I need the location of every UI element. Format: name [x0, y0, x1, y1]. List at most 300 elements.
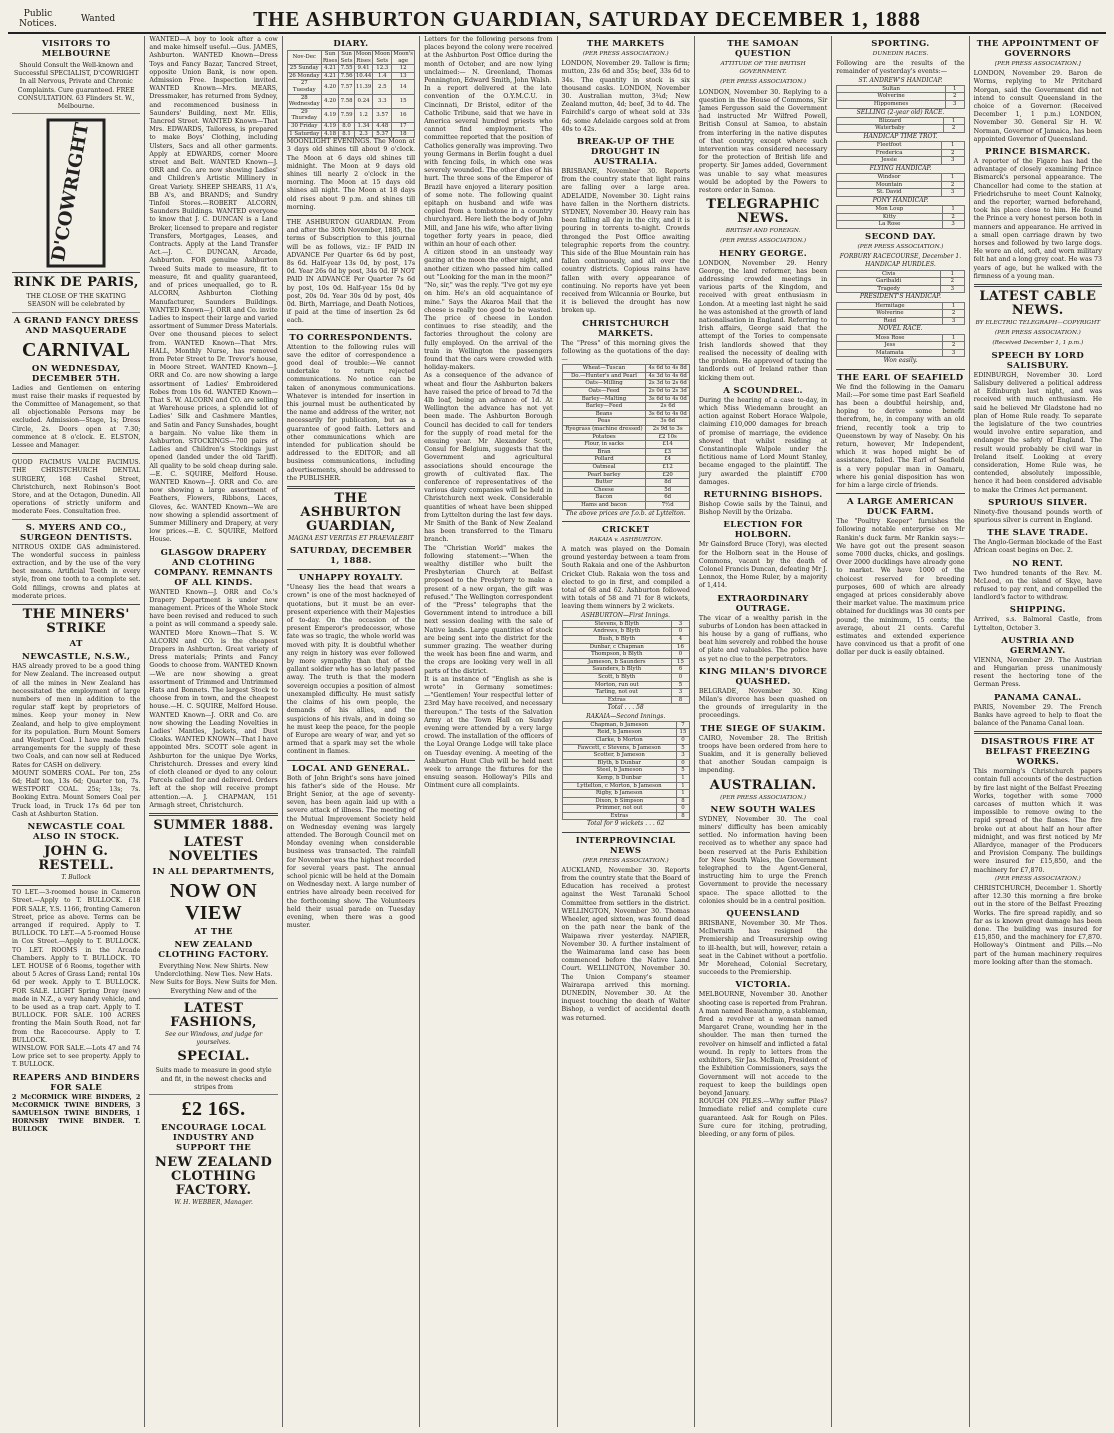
table-cell: 4.21 — [321, 65, 339, 73]
races2-body — [837, 270, 964, 293]
letter-list: Letters for the following persons from places beyond the colony were received at the Ashburton Post Office during the month of October, and are now lying unclaimed:— N. Greenland, Thomas Pennington, Edward Smith, John Walsh. — [424, 36, 553, 85]
race-row — [837, 349, 964, 357]
table-cell: 4 — [672, 636, 690, 644]
table-cell: 1 — [943, 302, 964, 310]
earl-text: We find the following in the Oamaru Mail:—For some time past Earl Seafield has been a doubtful heirship, and, hoping to derive some benefit therefrom, he, in company with an old friend, recently took a trip to Queenstown by way of Naseby. On his return, however, Mr Independent, which it was hoped might be of assistance, failed. The Earl of Seafield is a very popular man in Oamaru, where his genial disposition has won for him a large circle of friends. — [836, 383, 965, 489]
suit-price: £2 16S. — [181, 1097, 246, 1120]
diary-row — [287, 122, 414, 130]
race-name: PONY HANDICAP. — [872, 196, 929, 204]
race-row — [837, 221, 964, 229]
appt-assoc: [PER PRESS ASSOCIATION.] — [994, 61, 1081, 67]
table-cell: 2s 0d to 2s 3d — [646, 388, 689, 396]
innings2-total: Total for 9 wickets . . . 62 — [587, 820, 665, 828]
table-cell: 1 — [941, 142, 964, 150]
table-cell: 3 — [943, 349, 964, 357]
table-cell: 2 — [941, 181, 964, 189]
fire-title: DISASTROUS FIRE AT BELFAST FREEZING WORKS. — [980, 737, 1095, 768]
factory-name: NEW ZEALAND CLOTHING FACTORY. — [154, 1154, 273, 1198]
duck-title: A LARGE AMERICAN DUCK FARM. — [846, 497, 954, 518]
table-cell: Garibaldi — [837, 278, 941, 286]
prices-note: The above prices are f.o.b. at Lyttelton. — [565, 509, 686, 517]
reapers-list: 2 McCORMICK WIRE BINDERS, 2 McCORMICK TWINE BINDERS, 3 SAMUELSON TWINE BINDERS, 1 HORNSBY TWINE BINDER. T. BULLOCK — [12, 1093, 141, 1134]
table-cell: Barley—Feed — [562, 403, 646, 411]
now-on-view: NOW ON VIEW — [170, 880, 258, 925]
table-cell: 7.57 — [339, 80, 354, 94]
table-cell: £3 — [646, 448, 689, 456]
table-cell: Reid — [837, 317, 943, 325]
innings1-total: Total . . . 58 — [607, 704, 644, 712]
visitors-heading: VISITORS TO MELBOURNE — [41, 39, 111, 59]
sporting-title: SPORTING. — [871, 39, 930, 49]
carnival-date: ON WEDNESDAY, DECEMBER 5TH. — [31, 363, 121, 384]
price-row — [562, 388, 689, 396]
paper-motto: MAGNA EST VERITAS ET PRAEVALEBIT — [288, 535, 414, 543]
markets-assoc: (PER PRESS ASSOCIATION.) — [582, 51, 669, 57]
race-row — [837, 206, 964, 214]
race-row — [837, 93, 964, 101]
masthead-center-label: Wanted — [80, 14, 116, 24]
batting-row — [562, 689, 689, 697]
specialist-ad: Should Consult the Well-known and Successful SPECIALIST, D'COWRIGHT In all Nervous, Private and Chronic Complaints. Cure guaranteed. FREE CONSULTATION. 63 Flinders St. W., Melbourne. — [12, 60, 140, 114]
table-cell: Oats—Milling — [562, 380, 646, 388]
table-cell: Sultan — [837, 85, 946, 93]
silver-text: Ninety-five thousand pounds worth of spurious silver is current in England. — [973, 508, 1102, 524]
innings2-table — [562, 721, 690, 821]
race-table — [836, 141, 964, 165]
table-cell: Cheese — [562, 486, 646, 494]
table-cell: 4.20 — [321, 94, 339, 108]
table-cell: 0 — [677, 759, 690, 767]
table-cell: 3 — [941, 157, 964, 165]
table-cell: Jess — [837, 342, 943, 350]
price-row — [562, 501, 689, 509]
table-cell: Kitty — [837, 213, 942, 221]
appt-text: LONDON, November 29. Baron de Worms, replying to Mr Pritchard Morgan, said the Government did not intend to consult Queensland in the choice of a Governor. (Received December 1, 1 p.m.) LONDON, November 30. General Sir H. W. Norman, Governor of Jamaica, has been appointed Governor of Queensland. — [973, 70, 1102, 143]
table-cell: Beans — [562, 410, 646, 418]
table-cell: 2 — [941, 278, 965, 286]
column-2 — [145, 36, 282, 1427]
drought-title: BREAK-UP OF THE DROUGHT IN AUSTRALIA. — [576, 137, 675, 168]
george-title: HENRY GEORGE. — [718, 248, 808, 259]
race-row — [837, 213, 964, 221]
shipping-title: SHIPPING. — [1009, 605, 1066, 616]
at-the: AT THE — [194, 927, 233, 938]
rink-text: THE CLOSE OF THE SKATING SEASON will be celebrated by — [12, 291, 140, 312]
price-row — [562, 372, 689, 380]
holborn-title: ELECTION FOR HOLBORN. — [723, 520, 803, 541]
forbury-heading: FORBURY RACECOURSE, December 1. HANDICAP HURDLES. — [839, 253, 962, 269]
drought-text: BRISBANE, November 30. Reports from the country state that light rains are falling over a large area. ADELAIDE, November 30. Light rains have fallen in the Northern districts. SYDNEY, November 30. Heavy rain has been falling all day in the city, and it is pouring in torrents to-night. Crowds thronged the Post Office awaiting telegraphic reports from the country. This side of the Blue Mountain rain has fallen continuously, and all over the country districts. Copious rains have fallen with every appearance of continuing. No reports have yet been received from Wilcannia or Bourke, but it is believed the drought has now broken up. — [561, 168, 690, 315]
strike-at: AT — [69, 639, 83, 650]
reapers-heading: REAPERS AND BINDERS FOR SALE — [12, 1072, 140, 1093]
table-cell: Tragedy — [837, 285, 941, 293]
race-row — [837, 174, 964, 182]
duck-text: The "Poultry Keeper" furnishes the following notable enterprise on Mr Rankin's duck farm. Mr Rankin says:—We have got out the present season some 7000 ducks, chicks, and goslings. Over 2000 ducklings have already gone to market. We have 1000 of the choicest reserved for breeding purposes, 600 of which are already engaged at prices considerably above their market value. The maximum price obtained for ducklings was 30 cents per pound; the minimum, 15 cents; the average, about 21 cents. Careful estimates and extended experience have convinced us that a profit of one dollar per duck is easily obtained. — [836, 518, 965, 657]
table-cell: 16 — [392, 108, 415, 122]
race-row — [837, 334, 964, 342]
diary-header-cell: Sun Sets — [340, 51, 353, 64]
diary-header-cell: Nov-Dec — [287, 51, 321, 65]
table-cell: 16 — [672, 643, 690, 651]
column-3 — [283, 36, 420, 1427]
local-title: LOCAL AND GENERAL. — [291, 763, 411, 774]
panama-title: PANAMA CANAL. — [994, 692, 1082, 703]
diary-header-cell: Sun Rises — [322, 51, 338, 64]
race-table — [836, 173, 964, 197]
outrage-text: The vicar of a wealthy parish in the suburbs of London has been attacked in his house by a gang of ruffians, who beat him severely and robbed the house of plate and valuables. The police have as yet no clue to the perpetrators. — [698, 614, 828, 663]
table-cell: Windsor — [837, 174, 941, 182]
carnival-title: CARNIVAL — [21, 338, 131, 361]
table-cell: Kemp, b Dunbar — [562, 774, 677, 782]
race-row — [837, 278, 964, 286]
received-label: (Received December 1, 1 p.m.) — [992, 340, 1084, 347]
table-cell: 7.56 — [340, 72, 353, 79]
suits-text: Suits made to measure in good style and fit, in the newest checks and stripes from — [149, 1065, 277, 1095]
diary-row — [287, 94, 414, 108]
diary-header-row — [287, 51, 414, 65]
table-cell: 1 — [943, 334, 964, 342]
table-cell: 12 — [392, 65, 415, 73]
table-cell: Civis — [837, 270, 941, 278]
race-name: HANDICAP TIME TROT. — [863, 132, 938, 140]
table-cell: Oats—Feed — [562, 388, 646, 396]
table-cell: 3 — [941, 189, 964, 197]
batting-row — [562, 666, 689, 674]
price-row — [562, 403, 689, 411]
table-cell: 1 — [943, 117, 964, 125]
batting-row — [562, 759, 689, 767]
table-cell: 3s 6d to 4s 0d — [646, 395, 689, 403]
table-cell: 2 — [945, 93, 964, 101]
column-1 — [8, 36, 145, 1427]
dcowright-logo — [12, 118, 140, 268]
table-cell: 2 — [943, 310, 964, 318]
table-cell: 8 — [677, 812, 690, 820]
races2-table — [836, 270, 964, 294]
table-cell: 14 — [392, 80, 415, 94]
batting-row — [562, 744, 689, 752]
wanted-ads: WANTED—A boy to look after a cow and make himself useful.—Gus. JAMES, Ashburton. WANTED Known—Dress Toys and Fancy Bazar, Tancred Street, opposite Union Bank, is now open. Admission Free. Inspection invited. WANTED Known—Mrs. MEARS, Dressmaker, has returned from Sydney, and recommenced business in Saunders' Building, next Mr. Ellis, Tancred Street. WANTED Known—That Mrs. EDWARDS, Tailoress, is prepared to make Boys' Clothing, including Ulsters, Sacs and all other garments. Apply at EDWARDS, corner Moore street and Belt. WANTED Known—J. ORR and Co. are now showing Ladies' and Children's Artistic Millinery in Great Variety. SHEEP SHEARS, 11 A's, BB A's, and BRANDS; and Sundry Tinfoil Stores.—ROBERT ALCORN, Saunders Buildings. WANTED everyone to know that J. C. DUNCAN is a Land Broker, licensed to prepare and register Transfers, Mortgages, Leases, and Contracts. Apply at the Land Transfer Act.—J. C. DUNCAN, Arcade, Ashburton. FOR genuine Ashburton Tweed Suits made to measure, fit to measure, fit and quality guaranteed, and of prices unequalled, go to R. ALCORN, Ashburton Clothing Manufacturer, Saunders Buildings. WANTED Known—J. ORR and Co. invite Ladies to inspect their large and varied assortment of Summer Dress Materials. Over one thousand pieces to select from. WANTED Known—That Mrs. HALL, Monthly Nurse, has removed from Peter Street to Dr. Trevor's house, in Moore Street. WANTED Known—J. ORR and Co. are now showing a large assortment of Ladies' Embroidered Robes from 10s 6d. WANTED Known—That S. W. ALCORN and CO. are selling at Warehouse prices, a splendid lot of Ladies' Silk and Cashmere Mantles, and Satin and Fancy Sunshades, bought a bargain. No value like them in Ashburton. STOCKINGS—700 pairs of Ladies and Children's Stockings just opened (landed under the old Tariff). All quality to be sold cheap during sale.—E. C. SQUIRE, Melford House. WANTED Known—J. ORR and Co. are now showing a large assortment of Feathers, Flowers, Ribbons, Laces, Gloves, &c. WANTED Known—We are now showing a splendid assortment of Summer Millinery and Drapery, at very low prices.—E. C. SQUIRE, Melford House. — [149, 36, 278, 544]
table-cell: 15 — [672, 658, 690, 666]
carnival-body: Ladies and Gentlemen on entering must raise their masks if requested by the Committee of Management, so that all objectionable Persons may be excluded. Admission—Stage, 1s; Dress Circle, 2s. Doors open at 7.30; commence at 8 o'clock. E. ELSTON, Lessee and Manager. — [12, 384, 141, 450]
table-cell: Potatoes — [562, 433, 646, 441]
batting-row — [562, 721, 689, 729]
table-cell: £12 — [646, 464, 689, 472]
table-cell: 15 — [677, 729, 690, 737]
table-cell: 0 — [677, 736, 690, 744]
column-8 — [970, 36, 1106, 1427]
race-row — [837, 101, 964, 109]
diary-header-cell: Moon Sets — [374, 51, 391, 64]
table-cell: 3 — [677, 752, 690, 760]
race-row — [837, 285, 964, 293]
table-cell: 5.37 — [373, 130, 392, 138]
diary-row — [287, 108, 414, 122]
vic-text: MELBOURNE, November 30. Another shooting case is reported from Prahran. A man named Beauchamp, a stableman, fired a revolver at a woman named Margaret Crane, wounding her in the shoulder. The man then turned the revolver on himself and inflicted a fatal wound. In reply to letters from the exhibitors, Sir Jas. McBain, President of the Exhibition Commissioners, says the Government will not accede to the request to keep the buildings open beyond January. — [698, 991, 828, 1097]
price-row — [562, 380, 689, 388]
batting-row — [562, 636, 689, 644]
batting-row — [562, 658, 689, 666]
table-cell: Dunbar, c Chapman — [562, 643, 672, 651]
encourage-text: ENCOURAGE LOCAL INDUSTRY AND SUPPORT THE — [161, 1122, 267, 1153]
diary-body — [287, 65, 414, 138]
price-row — [562, 494, 689, 502]
table-cell: £2 10s — [646, 433, 689, 441]
table-cell: 0.24 — [354, 94, 373, 108]
suakim-text: CAIRO, November 28. The British troops have been ordered from here to Suakim, and it is generally believed that another Soudan campaign is impending. — [698, 734, 828, 775]
table-cell: 2 — [943, 125, 964, 133]
diary-table — [287, 50, 415, 138]
table-cell: Peas — [562, 418, 646, 426]
table-cell: 3.3 — [373, 94, 392, 108]
price-row — [562, 471, 689, 479]
fire-text: This morning's Christchurch papers contain full accounts of the destruction by fire last night of the Belfast Freezing Works, together with some 7000 carcases of mutton which it was impossible to remove owing to the rapid spread of the flames. The fire broke out at about half an hour after midnight, and was first noticed by Mr Allardyce, manager of the Producers and Provision Company. The buildings were insured for £15,850, and the machinery for £7,870. — [973, 768, 1102, 874]
table-cell: Hermitage — [837, 302, 943, 310]
table-cell: 4.20 — [321, 80, 339, 94]
masthead-left-label: Public Notices. — [19, 9, 57, 29]
table-cell: Jessie — [837, 157, 942, 165]
race-row — [837, 181, 964, 189]
table-cell: Bush, b Blyth — [562, 636, 672, 644]
table-cell: Hippomenes — [837, 101, 946, 109]
bismarck-title: PRINCE BISMARCK. — [985, 147, 1091, 158]
table-cell: 29 Thursday — [287, 108, 321, 122]
table-cell: 4s 3d to 4s 6d — [646, 372, 689, 380]
race-row — [837, 189, 964, 197]
price-row — [562, 395, 689, 403]
table-cell: Reid, b Jameson — [562, 729, 677, 737]
table-cell: Waterbaby — [837, 125, 943, 133]
table-cell: Saunders, b Blyth — [562, 666, 672, 674]
innings2-title: RAKAIA—Second Innings. — [586, 712, 666, 720]
table-cell: 18 — [392, 130, 415, 138]
race-results — [836, 77, 964, 229]
innings1-table — [562, 620, 690, 705]
samoan-text: LONDON, November 30. Replying to a question in the House of Commons, Sir James Fergusson said the Government had instructed Mr Wilfred Powell, British Consul at Samoa, to abstain from interfering in the native disputes of that country, except where such intervention was considered necessary for the protection of British life and property. Sir James added, Government was unable to say what measures would be adopted by the Powers to restore order in Samoa. — [698, 88, 828, 195]
race-table — [836, 117, 964, 133]
table-cell: Andrews, b Blyth — [562, 628, 672, 636]
batting-row — [562, 643, 689, 651]
table-cell: Bran — [562, 448, 646, 456]
batting-row — [562, 736, 689, 744]
table-cell: 3 — [941, 285, 965, 293]
races3-body — [837, 302, 964, 325]
slave-title: THE SLAVE TRADE. — [987, 528, 1089, 539]
table-cell: 3.57 — [373, 108, 392, 122]
earl-title: THE EARL OF SEAFIELD — [837, 372, 964, 383]
table-cell: 6d — [646, 494, 689, 502]
table-cell: Jameson, b Saunders — [562, 658, 672, 666]
table-cell: Wolverine — [837, 93, 946, 101]
bishops-title: RETURNING BISHOPS. — [703, 489, 823, 500]
austria-title: AUSTRIA AND GERMANY. — [1001, 635, 1075, 656]
salisbury-text: EDINBURGH, November 30. Lord Salisbury delivered a political address at Edinburgh last night, and was received with much enthusiasm. He said he believed Mr Gladstone had no plan of Home Rule ready. To separate the legislature of the two countries would involve entire separation, and endanger the safety of England. The result would probably be civil war in Ireland itself. Looking at every consideration, Home Rule was, he contended, absolutely impossible, hence it had been considered advisable to make the Crimes Act permanent. — [973, 371, 1102, 494]
race-row — [837, 149, 964, 157]
paper-date: SATURDAY, DECEMBER 1, 1888. — [289, 546, 412, 567]
table-cell: Matamata — [837, 349, 943, 357]
table-cell: Morton, run out — [562, 681, 672, 689]
races3-table — [836, 302, 964, 326]
table-cell: Blizzard — [837, 117, 943, 125]
dental-ad: QUOD FACIMUS VALDE FACIMUS. THE CHRISTCHURCH DENTAL SURGERY, 168 Cashel Street, Christchurch, next Robinson's Boot Store, and at the Octagon, Dunedin. All operations of strictly uniform and moderate Fees. Consultation free. — [12, 457, 140, 519]
paper-title: THE ASHBURTON GUARDIAN, — [300, 491, 402, 535]
dcowright-logo-graphic — [26, 118, 126, 268]
table-cell: 4s 6d to 4s 8d — [646, 365, 689, 373]
race-name: FLYING HANDICAP. — [869, 164, 932, 172]
see-windows: See our Windows, and judge for yourselves. — [164, 1030, 263, 1047]
table-cell: Wheat—Tuscan — [562, 365, 646, 373]
shipping-text: Arrived, s.s. Balmoral Castle, from Lyttelton, October 3. — [973, 616, 1102, 632]
samoan-assoc: (PER PRESS ASSOCIATION.) — [720, 79, 806, 86]
milan-title: KING MILAN'S DIVORCE QUASHED. — [698, 666, 828, 687]
prices-table — [562, 364, 690, 509]
batting-row — [562, 628, 689, 636]
batting-row — [562, 805, 689, 813]
qld-text: BRISBANE, November 30. Mr Thos. McIlwraith has resigned the Premiership and Treasurership owing to ill-health, but will, however, retain a seat in the Cabinet without a portfolio. Mr Morehead, Colonial Secretary, succeeds to the Premiership. — [698, 920, 828, 977]
table-cell: 2 — [943, 342, 964, 350]
suakim-title: THE SIEGE OF SUAKIM. — [700, 723, 826, 734]
winslow-ad: WINSLOW. FOR SALE.—Lots 47 and 74 Low price set to see property. Apply to T. BULLOCK. — [12, 1045, 141, 1069]
price-row — [562, 448, 689, 456]
race-table — [836, 85, 964, 109]
samoan-title: THE SAMOAN QUESTION — [727, 39, 799, 59]
table-cell: 2 — [941, 149, 964, 157]
table-cell: 1 — [942, 206, 964, 214]
tele-assoc: (PER PRESS ASSOCIATION.) — [720, 238, 806, 245]
table-cell: 5d — [646, 486, 689, 494]
table-cell: 1 — [677, 790, 690, 798]
table-cell: Do.—Hunter's and Pearl — [562, 372, 646, 380]
batting-row — [562, 774, 689, 782]
manager-name: W. H. WEBBER, Manager. — [174, 1198, 253, 1206]
price-row — [562, 464, 689, 472]
table-cell: Fawcett, c Stevens, b Jameson — [562, 744, 677, 752]
table-cell: £14 — [646, 441, 689, 449]
samoan-sub: ATTITUDE OF THE BRITISH GOVERNMENT. — [720, 61, 806, 76]
batting-row — [562, 782, 689, 790]
column-4 — [420, 36, 557, 1427]
price-row — [562, 426, 689, 434]
coal-label: NEWCASTLE COAL ALSO IN STOCK. — [27, 821, 125, 842]
subscription-terms: THE ASHBURTON GUARDIAN. From and after the 30th November, 1885, the terms of Subscription to this journal will be as follows, viz.: IF PAID IN ADVANCE Per Quarter 6s 6d by post, 8s 6d. Half-year 13s 0d, by post, 17s 0d. Year 26s 0d by post, 34s 0d. IF NOT PAID IN ADVANCE Per Quarter 7s 6d by post, 10s 0d. Half-year 15s 0d by post, 20s 0d. Year 30s 0d by post, 40s 0d. Birth, Marriage, and Death Notices, if paid at the time of insertion 2s 6d each. — [286, 218, 416, 325]
latest-cable-title: LATEST CABLE NEWS. — [979, 289, 1097, 319]
silver-title: SPURIOUS SILVER. — [988, 497, 1088, 508]
table-cell: 4.21 — [321, 72, 339, 80]
table-cell: Wolverine — [837, 310, 943, 318]
table-cell: Primmer, not out — [562, 805, 677, 813]
price-row — [562, 456, 689, 464]
table-cell: 13 — [392, 72, 415, 80]
table-cell: Hams and bacon — [562, 501, 646, 509]
innings2-body — [562, 721, 689, 820]
batting-row — [562, 797, 689, 805]
intercol-assoc: (PER PRESS ASSOCIATION.) — [582, 857, 669, 864]
table-cell: 1 — [677, 782, 690, 790]
races4-table — [836, 334, 964, 358]
fire-assoc: (PER PRESS ASSOCIATION.) — [994, 875, 1081, 882]
price-row — [562, 441, 689, 449]
table-cell: Scott, b Blyth — [562, 673, 672, 681]
table-cell: Mountain — [837, 181, 941, 189]
batting-row — [562, 812, 689, 820]
race-name: ST. ANDREW'S HANDICAP. — [858, 76, 943, 84]
innings1-body — [562, 620, 689, 704]
table-cell: Rigby, b Jameson — [562, 790, 677, 798]
table-cell: 10.44 — [355, 72, 372, 79]
table-cell: 7 — [677, 721, 690, 729]
batting-row — [562, 651, 689, 659]
table-cell: £4 — [646, 456, 689, 464]
george-text: LONDON, November 29. Henry George, the land reformer, has been addressing crowded meetings in various parts of the Kingdom, and received with great enthusiasm in London. At a meeting last night he said he was astonished at the growth of land nationalisation in England. Referring to Irish affairs, George said that the attempt of the Tories to compensate Irish landlords showed that they realised the necessity of dealing with the problem. He approved of taxing the landlords out of Ireland rather than kicking them out. — [698, 259, 828, 382]
table-cell: 2s 9d to 3s — [646, 426, 689, 434]
table-cell: Clarke, b Morton — [562, 736, 677, 744]
table-cell: Thompson, b Blyth — [562, 651, 672, 659]
tele-title: TELEGRAPHIC NEWS. — [706, 197, 820, 227]
rent-title: NO RENT. — [1012, 558, 1064, 569]
race-row — [837, 125, 964, 133]
race-row — [837, 317, 964, 325]
second-day-assoc: (PER PRESS ASSOCIATION.) — [857, 243, 944, 250]
batting-row — [562, 681, 689, 689]
holborn-text: Mr Gainsford Bruce (Tory), was elected for the Holborn seat in the House of Commons, vacant by the death of Colonel Francis Duncan, defeating Mr J. Lennox, the Home Ruler, by a majority of 1,414. — [698, 541, 828, 590]
races4-body — [837, 334, 964, 357]
english-text: It is an instance of "English as she is wrote" in Germany sometimes:—"Gentlemen! Your respectful letter of 23rd May have received, and necessary thereupon." The tests of the Salvation Army at the Town Hall on Sunday evening were attended by a very large crowd. The installation of the officers of the Loyal Orange Lodge will take place on Tuesday evening. A meeting of the Ashburton Hunt Club will be held next week to arrange the fixtures for the ensuing season. Holloway's Pills and Ointment cure all complaints. — [424, 675, 553, 790]
second-day: SECOND DAY. — [865, 231, 936, 242]
table-cell: Mon Loup — [837, 206, 942, 214]
table-cell: 15 — [392, 94, 415, 108]
diary-header-cell: Moon Rises — [355, 51, 372, 64]
table-cell: 2.3 — [354, 130, 373, 138]
price-row — [562, 433, 689, 441]
innings1-title: ASHBURTON—First Innings. — [581, 611, 671, 619]
table-cell: 4.48 — [373, 122, 392, 130]
table-cell: 4.18 — [321, 130, 339, 138]
table-cell: Frederica — [837, 149, 942, 157]
table-cell: 1.2 — [354, 108, 373, 122]
tele-sub: BRITISH AND FOREIGN. — [725, 228, 801, 235]
table-cell: Scotter, b Jameson — [562, 752, 677, 760]
table-cell: Moss Rose — [837, 334, 943, 342]
table-cell: Lyttelton, c Morton, b Jameson — [562, 782, 677, 790]
novelty-text: Everything New. New Shirts. New Underclothing. New Ties. New Hats. New Suits for Boys. New Suits for Men. Everything New and of the — [149, 961, 277, 999]
table-cell: Extras — [562, 812, 677, 820]
race-row — [837, 342, 964, 350]
intercol-text: AUCKLAND, November 30. Reports from the country state that the Board of Education has received a protest against the West Taranaki School Committee from settlers in the district. WELLINGTON, November 30. Thomas Wheeler, aged sixteen, was found dead on the path near the bank of the Waipawa river yesterday. NAPIER, November 30. A further instalment of the Waimarama land case has been commenced before the Native Land Court. WELLINGTON, November 30. The Union Company's steamer Wairarapa arrived this morning. DUNEDIN, November 30. At the inquest touching the death of Walter Bishop, a verdict of accidental death was returned. — [561, 866, 690, 1022]
factory-heading: NEW ZEALAND CLOTHING FACTORY. — [158, 940, 269, 961]
table-cell: 0 — [677, 805, 690, 813]
batting-row — [562, 790, 689, 798]
ch-markets-title: CHRISTCHURCH MARKETS. — [582, 318, 670, 339]
in-all-departments: IN ALL DEPARTMENTS, — [152, 867, 275, 878]
table-cell: Flour, in sacks — [562, 441, 646, 449]
forbury-heading-2: PRESIDENT'S HANDICAP. — [859, 293, 942, 301]
sporting-intro: Following are the results of the remainder of yesterday's events:— — [836, 60, 965, 76]
australian-title: AUSTRALIAN. — [709, 777, 817, 793]
nsw-title: NEW SOUTH WALES — [710, 804, 816, 815]
table-cell: 1 — [945, 85, 964, 93]
table-cell: Chapman, b Jameson — [562, 721, 677, 729]
slave-text: The Anglo-German blockade of the East African coast begins on Dec. 2. — [973, 539, 1102, 555]
strike-title: THE MINERS' STRIKE — [22, 607, 130, 637]
batting-row — [562, 620, 689, 628]
batting-row — [562, 752, 689, 760]
cricket-title: CRICKET — [601, 524, 650, 535]
table-cell: Fleetfoot — [837, 142, 942, 150]
table-cell: Butter — [562, 479, 646, 487]
logo-text: D'COWRIGHT — [48, 121, 94, 264]
race-row — [837, 85, 964, 93]
latest-fashions: LATEST FASHIONS, — [170, 1000, 257, 1030]
